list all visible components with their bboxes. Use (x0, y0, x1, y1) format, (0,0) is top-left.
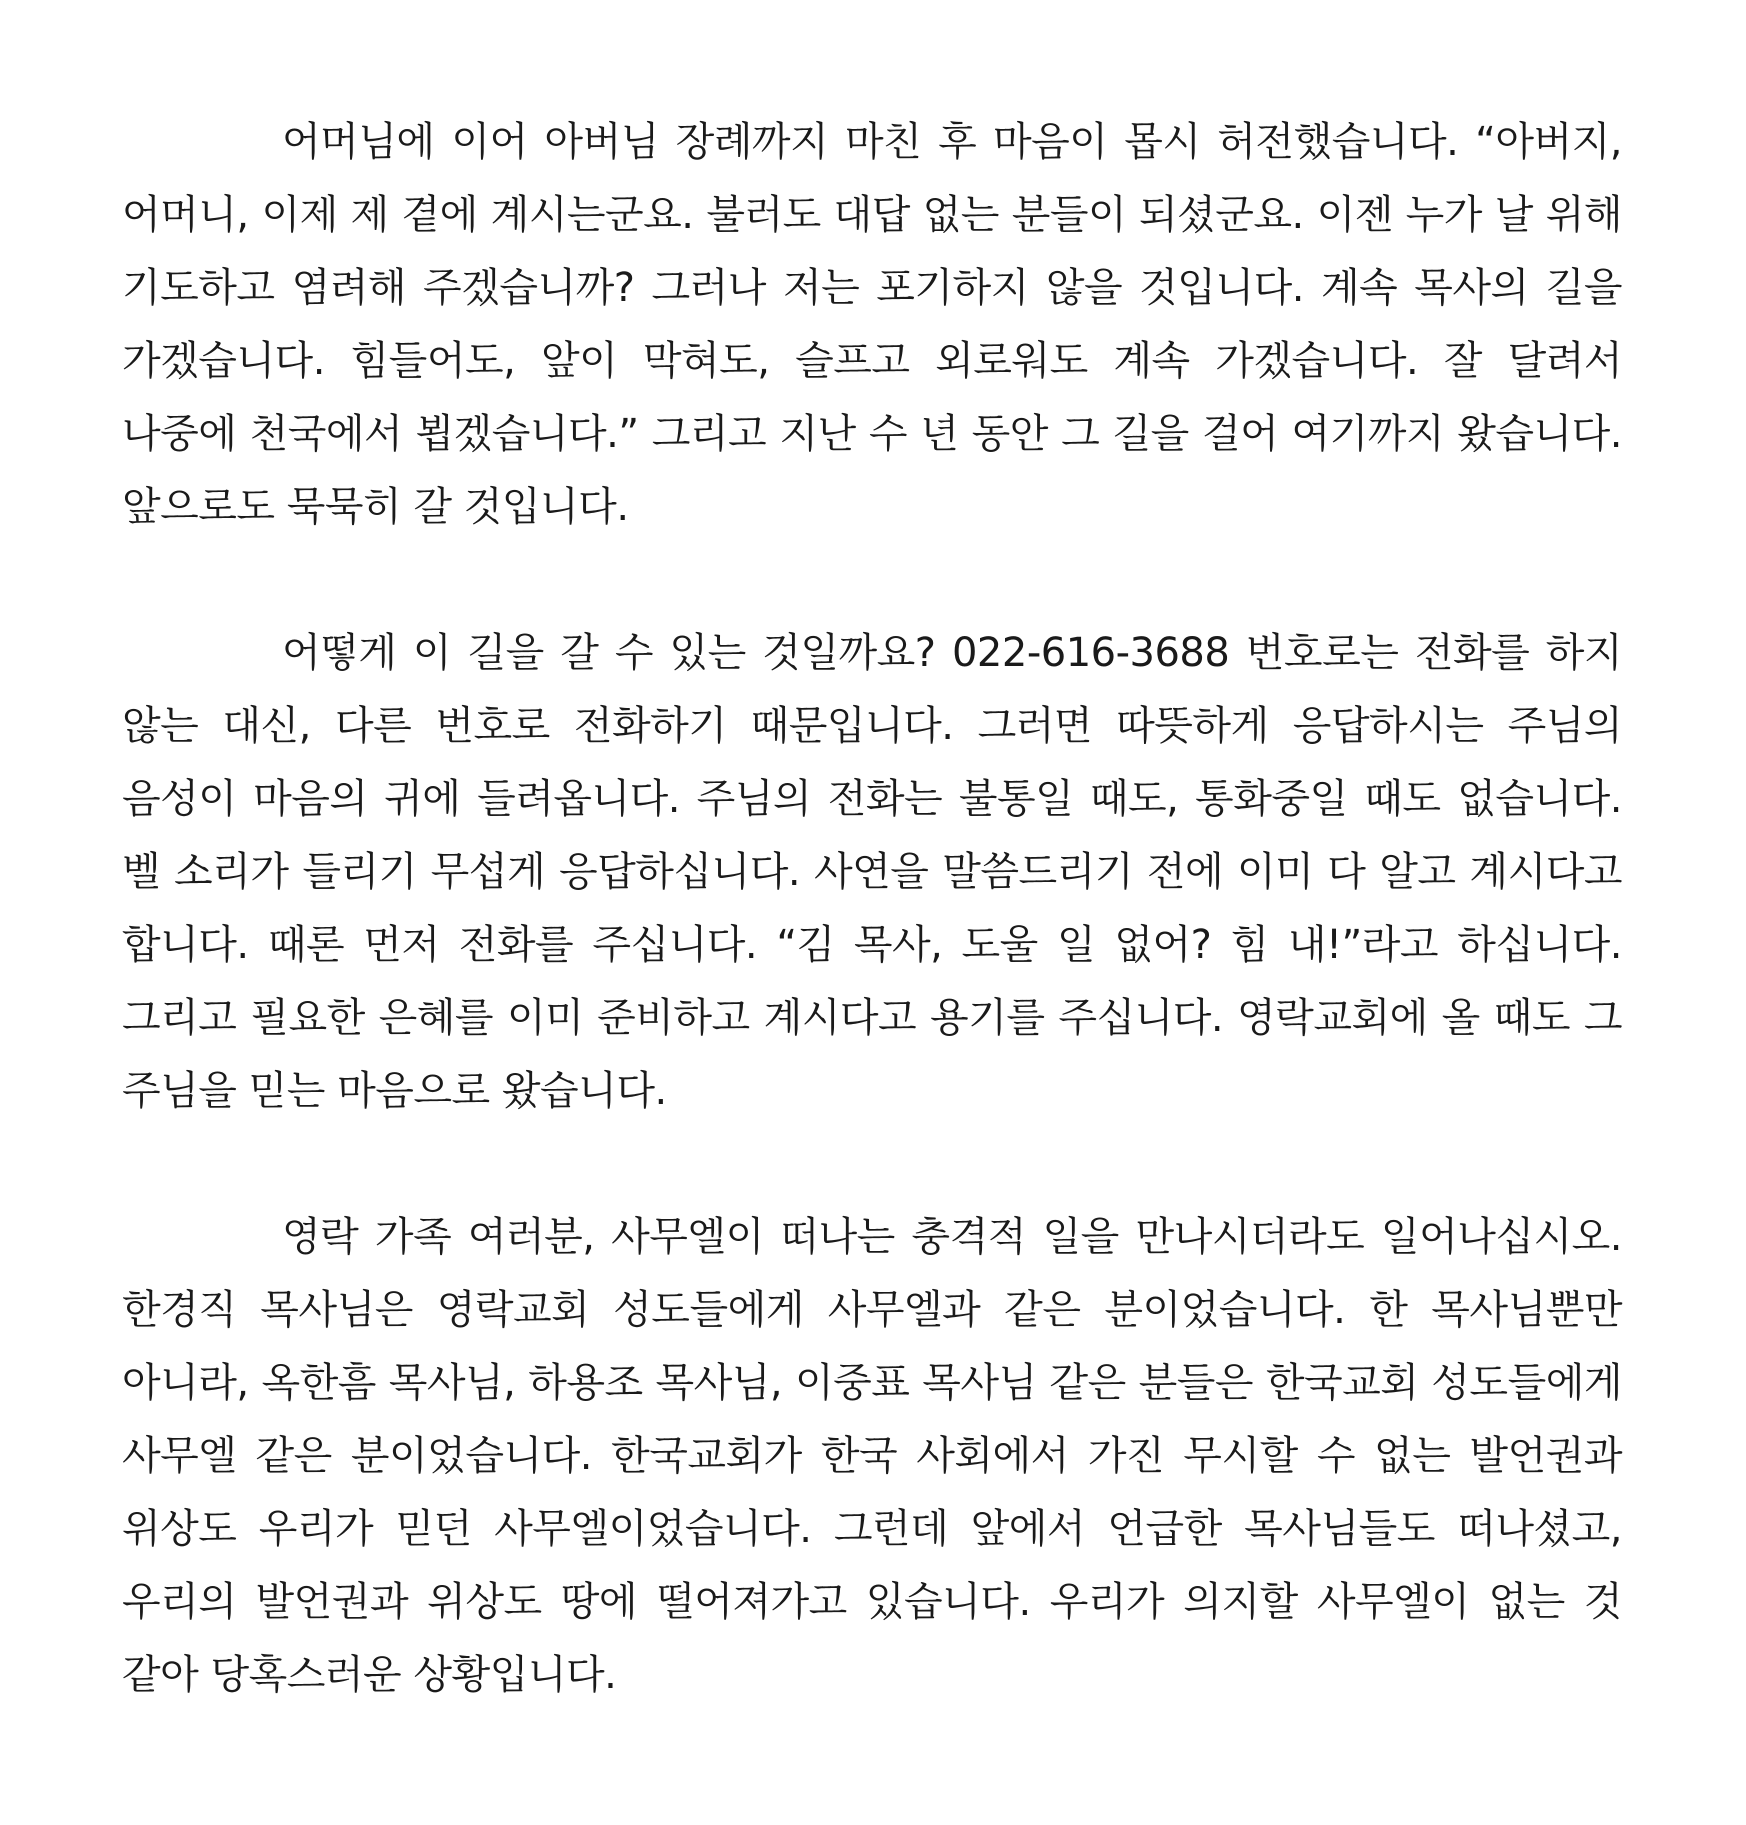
document-body (122, 106, 1622, 1712)
paragraph-1: 어머님에 이어 아버님 장례까지 마친 후 마음이 몹시 허전했습니다. “아버지, 어머니, 이제 제 곁에 계시는군요. 불러도 대답 없는 분들이 되셨군요. 이젠 누가 날 위해 기도하고 염려해 주겠습니까? 그러나 저는 포기하지 않을 것입니다. 계속 목사의 길을 가겠습니다. 힘들어도, 앞이 막혀도, 슬프고 외로워도 계속 가겠습니다. 잘 달려서 나중에 천국에서 뵙겠습니다.” 그리고 지난 수 년 동안 그 길을 걸어 여기까지 왔습니다. 앞으로도 묵묵히 갈 것입니다. (122, 119, 1622, 530)
paragraph-3: 영락 가족 여러분, 사무엘이 떠나는 충격적 일을 만나시더라도 일어나십시오. 한경직 목사님은 영락교회 성도들에게 사무엘과 같은 분이었습니다. 한 목사님뿐만 아니라, 옥한흠 목사님, 하용조 목사님, 이중표 목사님 같은 분들은 한국교회 성도들에게 사무엘 같은 분이었습니다. 한국교회가 한국 사회에서 가진 무시할 수 없는 발언권과 위상도 우리가 믿던 사무엘이었습니다. 그런데 앞에서 언급한 목사님들도 떠나셨고, 우리의 발언권과 위상도 땅에 떨어져가고 있습니다. 우리가 의지할 사무엘이 없는 것 같아 당혹스러운 상황입니다. (122, 1214, 1622, 1698)
paragraph-2: 어떻게 이 길을 갈 수 있는 것일까요? 022-616-3688 번호로는 전화를 하지 않는 대신, 다른 번호로 전화하기 때문입니다. 그러면 따뜻하게 응답하시는 주님의 음성이 마음의 귀에 들려옵니다. 주님의 전화는 불통일 때도, 통화중일 때도 없습니다. 벨 소리가 들리기 무섭게 응답하십니다. 사연을 말씀드리기 전에 이미 다 알고 계시다고 합니다. 때론 먼저 전화를 주십니다. “김 목사, 도울 일 없어? 힘 내!”라고 하십니다. 그리고 필요한 은혜를 이미 준비하고 계시다고 용기를 주십니다. 영락교회에 올 때도 그 주님을 믿는 마음으로 왔습니다. (122, 630, 1622, 1114)
